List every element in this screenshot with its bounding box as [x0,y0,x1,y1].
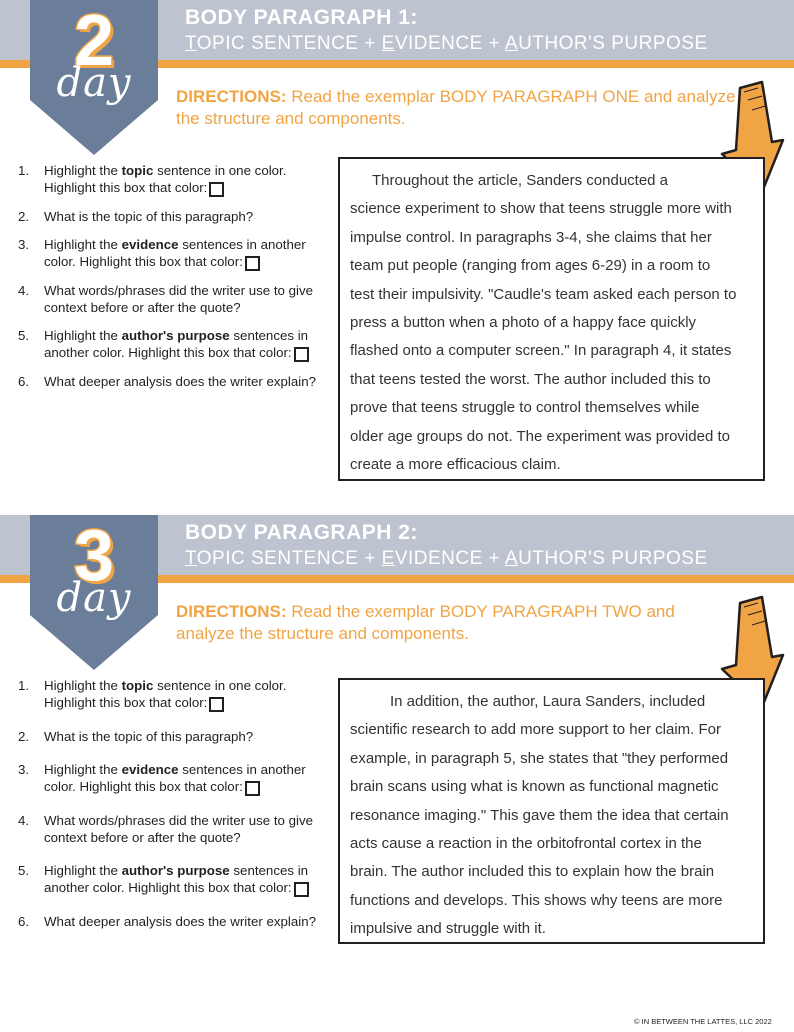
highlight-color-checkbox[interactable] [209,697,224,712]
subtitle-part: UTHOR'S PURPOSE [518,548,708,569]
subtitle-part: T [185,33,197,54]
highlight-color-checkbox[interactable] [245,256,260,271]
paragraph-line-text: team put people (ranging from ages 6-29) in a room to [350,257,711,275]
paragraph-line [350,830,753,858]
badge-number: 2 [73,1,115,81]
directions-text: Read the exemplar BODY PARAGRAPH ONE and analyze the structure and components. [176,87,736,128]
question-number: 2. [18,729,30,744]
question-item [18,862,318,897]
paragraph-line-text: resonance imaging." This gave them the idea that certain [350,806,729,824]
paragraph-line [350,167,753,195]
paragraph-line [350,309,753,337]
paragraph-line [350,745,753,773]
question-text: Highlight the [44,237,122,252]
paragraph-line-text: press a button when a photo of a happy face quickly [350,314,697,332]
question-item [18,761,318,796]
question-text-continued: sentences in another color. Highlight this box that color: [44,762,306,794]
question-text: Highlight the [44,163,122,178]
paragraph-line [350,224,753,252]
question-text: What deeper analysis does the writer explain? [44,374,316,389]
question-item [18,327,318,362]
directions-label: DIRECTIONS: [176,602,287,621]
section-title: BODY PARAGRAPH 1: [185,6,418,29]
question-text-continued: sentences in another color. Highlight this box that color: [44,863,309,895]
question-item [18,913,318,930]
section-subtitle [185,33,708,55]
question-keyword: evidence [121,762,179,777]
question-text: Highlight the [44,762,122,777]
question-number: 3. [18,237,30,252]
directions [176,86,736,130]
question-item [18,282,318,316]
paragraph-line [350,773,753,801]
question-keyword: evidence [121,237,179,252]
question-number: 6. [18,914,30,929]
directions-label: DIRECTIONS: [176,87,287,106]
paragraph-line [350,451,753,479]
paragraph-line-text: example, in paragraph 5, she states that "they performed [350,749,729,767]
paragraph-line [350,195,753,223]
question-keyword: author's purpose [121,863,230,878]
highlight-color-checkbox[interactable] [294,347,309,362]
highlight-color-checkbox[interactable] [245,781,260,796]
question-keyword: topic [121,163,154,178]
paragraph-line-text: impulsive and struggle with it. [350,920,546,938]
question-text: What deeper analysis does the writer explain? [44,914,316,929]
question-list [18,162,318,390]
day-badge [30,515,158,670]
subtitle-part: A [504,548,519,569]
paragraph-line-text: science experiment to show that teens struggle more with [350,200,732,218]
question-number: 5. [18,328,30,343]
question-number: 1. [18,163,30,178]
subtitle-part: E [381,548,395,569]
question-item [18,208,318,225]
paragraph-line [350,423,753,451]
paragraph-line-text: test their impulsivity. "Caudle's team asked each person to [350,285,737,303]
question-text-continued: sentences in another color. Highlight this box that color: [44,237,306,269]
question-number: 5. [18,863,30,878]
question-text: What words/phrases did the writer use to give context before or after the quote? [44,813,314,845]
directions-text: Read the exemplar BODY PARAGRAPH TWO and analyze the structure and components. [176,602,675,643]
question-item [18,677,318,712]
paragraph-line [350,394,753,422]
question-number: 2. [18,209,30,224]
subtitle-part: UTHOR'S PURPOSE [518,33,708,54]
badge-word: day [56,575,132,621]
subtitle-part: OPIC SENTENCE + [196,33,382,54]
question-number: 1. [18,678,30,693]
paragraph-line [350,688,753,716]
paragraph-line-text: create a more efficacious claim. [350,456,561,474]
subtitle-part: A [504,33,519,54]
subtitle-part: T [185,548,197,569]
copyright-notice: © IN BETWEEN THE LATTES, LLC 2022 [634,1017,772,1026]
question-number: 3. [18,762,30,777]
badge-number: 3 [73,516,115,596]
question-keyword: author's purpose [121,328,230,343]
paragraph-line [350,716,753,744]
directions [176,601,736,645]
paragraph-line [350,337,753,365]
paragraph-line-text: prove that teens struggle to control themselves while [350,399,700,417]
paragraph-line-text: Throughout the article, Sanders conducted a [372,172,669,189]
question-text: Highlight the [44,328,122,343]
paragraph-line-text: impulse control. In paragraphs 3-4, she claims that her [350,228,712,246]
highlight-color-checkbox[interactable] [209,182,224,197]
exemplar-paragraph-box [338,157,765,481]
paragraph-line-text: older age groups do not. The experiment was provided to [350,427,730,445]
paragraph-line-text: brain. The author included this to explain how the brain [350,863,715,881]
paragraph-line-text: In addition, the author, Laura Sanders, included [390,693,706,710]
paragraph-line-text: scientific research to add more support to her claim. For [350,721,721,739]
question-text: What is the topic of this paragraph? [44,729,254,744]
question-text-continued: sentence in one color. Highlight this box that color: [44,163,287,195]
paragraph-line [350,366,753,394]
paragraph-line [350,802,753,830]
section-title: BODY PARAGRAPH 2: [185,521,418,544]
badge-word: day [56,60,132,106]
subtitle-part: VIDENCE + [394,548,505,569]
day-badge [30,0,158,155]
question-item [18,162,318,197]
subtitle-part: VIDENCE + [394,33,505,54]
question-text: Highlight the [44,863,122,878]
paragraph-line-text: functions and develops. This shows why teens are more [350,891,723,909]
question-number: 4. [18,283,30,298]
highlight-color-checkbox[interactable] [294,882,309,897]
question-list [18,677,318,930]
question-text: Highlight the [44,678,122,693]
question-number: 4. [18,813,30,828]
paragraph-line [350,281,753,309]
question-item [18,236,318,271]
question-number: 6. [18,374,30,389]
question-item [18,373,318,390]
question-text: What is the topic of this paragraph? [44,209,254,224]
question-text: What words/phrases did the writer use to give context before or after the quote? [44,283,314,315]
paragraph-line-text: acts cause a reaction in the orbitofrontal cortex in the [350,835,702,853]
paragraph-line-text: that teens tested the worst. The author included this to [350,370,711,388]
paragraph-line [350,858,753,886]
question-text-continued: sentence in one color. Highlight this box that color: [44,678,287,710]
subtitle-part: E [381,33,395,54]
paragraph-line-text: brain scans using what is known as functional magnetic [350,778,719,796]
exemplar-paragraph-box [338,678,765,944]
question-item [18,728,318,745]
section-subtitle [185,548,708,570]
question-item [18,812,318,846]
section-day-3 [0,515,794,1020]
paragraph-line [350,887,753,915]
paragraph-line-text: flashed onto a computer screen." In paragraph 4, it states [350,342,732,360]
paragraph-line [350,915,753,943]
subtitle-part: OPIC SENTENCE + [196,548,382,569]
section-day-2 [0,0,794,505]
paragraph-line [350,252,753,280]
question-text-continued: sentences in another color. Highlight this box that color: [44,328,309,360]
question-keyword: topic [121,678,154,693]
